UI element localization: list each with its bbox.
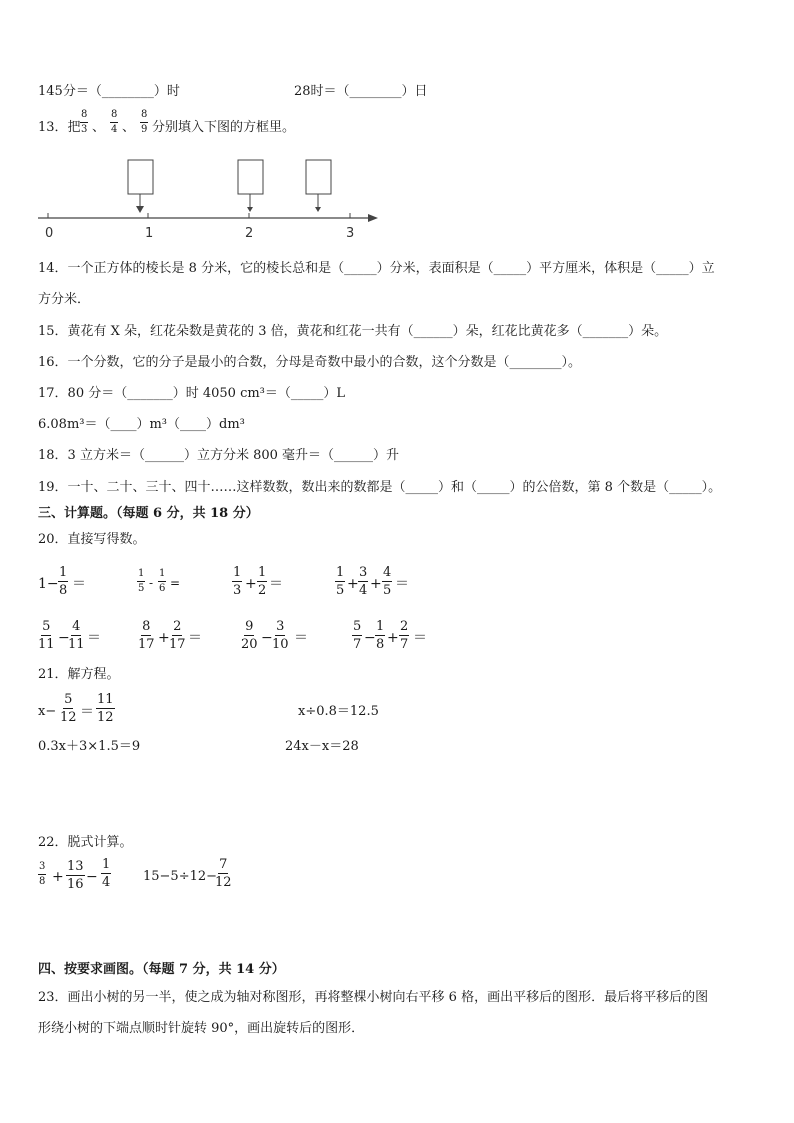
calc-r1c2-fraction-1: $\frac{1}{5}$ <box>138 568 145 594</box>
q22a-fraction-3: $\frac{1}{4}$ <box>102 857 111 890</box>
tick-label-0: 0 <box>45 226 54 241</box>
eq4: 24x－x＝28 <box>285 739 359 754</box>
q16: 16．一个分数，它的分子是最小的合数，分母是奇数中最小的合数，这个分数是（________）。 <box>38 355 582 370</box>
calc-r2c4-equals: ＝ <box>413 630 427 646</box>
q13-fraction-2: $\frac{8}{4}$ <box>111 109 118 135</box>
q13-fraction-3: $\frac{8}{9}$ <box>141 109 148 135</box>
eq2: x÷0.8＝12.5 <box>298 704 379 719</box>
tick-label-3: 3 <box>346 226 355 241</box>
calc-r1c4-equals: ＝ <box>395 576 409 592</box>
eq1-fraction-2: $\frac{11}{12}$ <box>97 692 114 725</box>
q12-line-a: 145分＝（________）时 <box>38 84 180 99</box>
answer-box-3 <box>306 160 331 194</box>
tick-label-1: 1 <box>145 226 154 241</box>
q22a-fraction-1: $\frac{3}{8}$ <box>39 861 46 887</box>
arrow-head-3 <box>315 207 321 212</box>
q15: 15．黄花有 X 朵，红花朵数是黄花的 3 倍，黄花和红花一共有（______）朵，红花比黄花多（_______）朵。 <box>38 324 668 339</box>
calc-r1c3-equals: ＝ <box>269 576 283 592</box>
calc-r2c3-equals: ＝ <box>294 630 308 646</box>
calc-r2c1-fraction-1: $\frac{5}{11}$ <box>38 619 55 652</box>
q22a-op-1: + <box>52 869 64 885</box>
section-3-heading: 三、计算题。（每题 6 分，共 18 分） <box>38 506 259 521</box>
calc-r1c2-equals: = <box>170 576 181 590</box>
eq3: 0.3x＋3×1.5＝9 <box>38 739 141 754</box>
calc-r2c1-op: − <box>58 630 70 646</box>
q13-prefix: 13．把 <box>38 120 81 135</box>
calc-r2c4-op-1: − <box>364 630 376 646</box>
axis-arrow <box>368 214 378 222</box>
calc-r1c2-fraction-2: $\frac{1}{6}$ <box>159 568 166 594</box>
q18: 18．3 立方米＝（______）立方分米 800 毫升＝（______）升 <box>38 448 400 463</box>
q23-line-1: 23．画出小树的另一半，使之成为轴对称图形，再将整棵小树向右平移 6 格，画出平移后的图形．最后将平移后的图 <box>38 990 709 1005</box>
calc-r2c4-fraction-2: $\frac{1}{8}$ <box>376 619 385 652</box>
q13-fraction-1: $\frac{8}{3}$ <box>81 109 88 135</box>
q22b-text: 15−5÷12− <box>143 869 218 884</box>
q14-line-1: 14．一个正方体的棱长是 8 分米，它的棱长总和是（_____）分米，表面积是（_____）平方厘米，体积是（_____）立 <box>38 261 715 276</box>
q21-title: 21．解方程。 <box>38 667 120 682</box>
calc-r2c4-fraction-3: $\frac{2}{7}$ <box>400 619 409 652</box>
number-line-diagram <box>30 155 390 245</box>
eq1-equals: ＝ <box>80 704 94 720</box>
q23-line-2: 形绕小树的下端点顺时针旋转 90°，画出旋转后的图形． <box>38 1021 365 1036</box>
eq1-prefix: x− <box>38 704 57 719</box>
arrow-head-1 <box>136 206 144 213</box>
calc-r2c2-equals: ＝ <box>188 630 202 646</box>
calc-r1c1-prefix: 1− <box>38 576 59 592</box>
calc-r2c2-op: + <box>158 630 170 646</box>
q22a-fraction-2: $\frac{13}{16}$ <box>67 859 84 892</box>
section-4-heading: 四、按要求画图。（每题 7 分，共 14 分） <box>38 962 285 977</box>
calc-r1c4-op-1: + <box>347 576 359 592</box>
calc-r2c3-fraction-2: $\frac{3}{10}$ <box>272 619 289 652</box>
calc-r1c1-fraction: $\frac{1}{8}$ <box>59 565 68 598</box>
calc-r1c3-fraction-2: $\frac{1}{2}$ <box>258 565 267 598</box>
q22b-fraction: $\frac{7}{12}$ <box>215 857 232 890</box>
answer-box-2 <box>238 160 263 194</box>
arrow-head-2 <box>247 207 253 212</box>
calc-r2c2-fraction-1: $\frac{8}{17}$ <box>138 619 155 652</box>
calc-r2c1-equals: ＝ <box>87 630 101 646</box>
tick-label-2: 2 <box>245 226 254 241</box>
q19: 19．一十、二十、三十、四十……这样数数，数出来的数都是（_____）和（_____）的公倍数，第 8 个数是（_____）。 <box>38 480 722 495</box>
q12-line-b: 28时＝（________）日 <box>294 84 428 99</box>
calc-r1c4-op-2: + <box>370 576 382 592</box>
answer-box-1 <box>128 160 153 194</box>
q13-sep-2: 、 <box>122 120 136 135</box>
calc-r1c4-fraction-3: $\frac{4}{5}$ <box>383 565 392 598</box>
calc-r2c1-fraction-2: $\frac{4}{11}$ <box>68 619 85 652</box>
calc-r2c2-fraction-2: $\frac{2}{17}$ <box>169 619 186 652</box>
calc-r1c4-fraction-2: $\frac{3}{4}$ <box>359 565 368 598</box>
q22-title: 22．脱式计算。 <box>38 835 133 850</box>
q17-line-1: 17．80 分＝（_______）时 4050 cm³＝（_____）L <box>38 386 346 401</box>
calc-r1c1-equals: ＝ <box>72 576 86 592</box>
calc-r2c4-op-2: + <box>387 630 399 646</box>
calc-r1c3-fraction-1: $\frac{1}{3}$ <box>233 565 242 598</box>
eq1-fraction-1: $\frac{5}{12}$ <box>60 692 77 725</box>
calc-r1c2-op: - <box>149 576 154 590</box>
q20-title: 20．直接写得数。 <box>38 532 146 547</box>
q13-sep-1: 、 <box>92 120 106 135</box>
q13-suffix: 分别填入下图的方框里。 <box>152 120 296 135</box>
calc-r2c3-fraction-1: $\frac{9}{20}$ <box>241 619 258 652</box>
calc-r2c4-fraction-1: $\frac{5}{7}$ <box>353 619 362 652</box>
q17-line-2: 6.08m³＝（____）m³（____）dm³ <box>38 417 245 432</box>
calc-r1c4-fraction-1: $\frac{1}{5}$ <box>336 565 345 598</box>
q22a-op-2: − <box>86 869 98 885</box>
calc-r1c3-op: + <box>245 576 257 592</box>
calc-r2c3-op: − <box>261 630 273 646</box>
q14-line-2: 方分米． <box>38 292 91 307</box>
